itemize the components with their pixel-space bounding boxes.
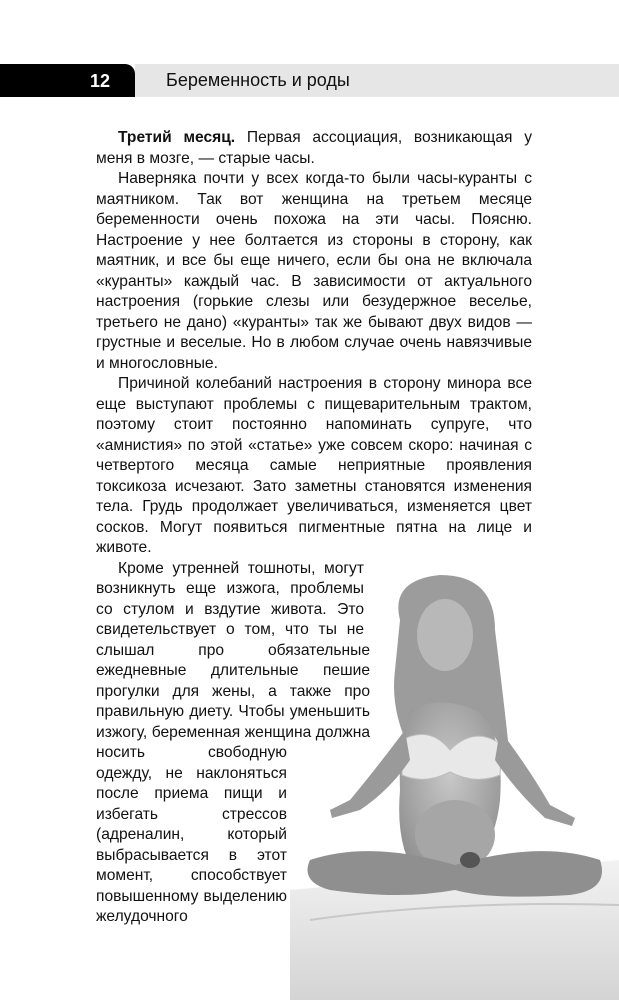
pregnant-woman-photo — [290, 560, 619, 1000]
page-header — [0, 64, 619, 97]
paragraph: Причиной колебаний настроения в сторону минора все еще выступают проблемы с пищеварительным трактом, поэтому стоит постоянно напоминать супруге, что «амнистия» по этой «статье» уже совсем скоро: начиная с четвертого месяца самые неприятные проявления токсикоза исчезают. Зато заметны становятся изменения тела. Грудь продолжает увеличиваться, изменяется цвет сосков. Могут появиться пигментные пятна на лице и животе. — [96, 375, 532, 556]
section-heading: Третий месяц. — [118, 129, 236, 146]
paragraph: Наверняка почти у всех когда-то были часы-куранты с маятником. Так вот женщина на третьем месяце беременности очень похожа на эти часы. Поясню. Настроение у нее болтается из стороны в сторону, как маятник, и все бы еще ничего, если бы она не включала «куранты» каждый час. В зависимости от актуального настроения (горькие слезы или безудержное веселье, третьего не дано) «куранты» так же бывают двух видов — грустные и веселые. Но в любом случае очень навязчивые и многословные. — [96, 170, 532, 372]
page-number: 12 — [90, 71, 111, 91]
running-title: Беременность и роды — [166, 70, 350, 90]
paragraph-text: Первая ассоциация, возникающая у меня в мозге, — старые часы. — [96, 129, 533, 167]
paragraph — [96, 128, 532, 169]
paragraph: Кроме утренней тошноты, могут возникнуть еще изжога, проблемы со стулом и вздутие живота. Это свидетельствует о том, что ты не слышал про обязательные ежедневные длительные пешие прогулки для жены, а также про правильную диету. Чтобы уменьшить изжогу, беременная женщина должна носить свободную одежду, не наклоняться после приема пищи и избегать стрессов (адреналин, который выбрасывается в этот момент, способствует повышенному выделению желудочного — [96, 559, 370, 925]
page-number-tab — [0, 64, 135, 97]
